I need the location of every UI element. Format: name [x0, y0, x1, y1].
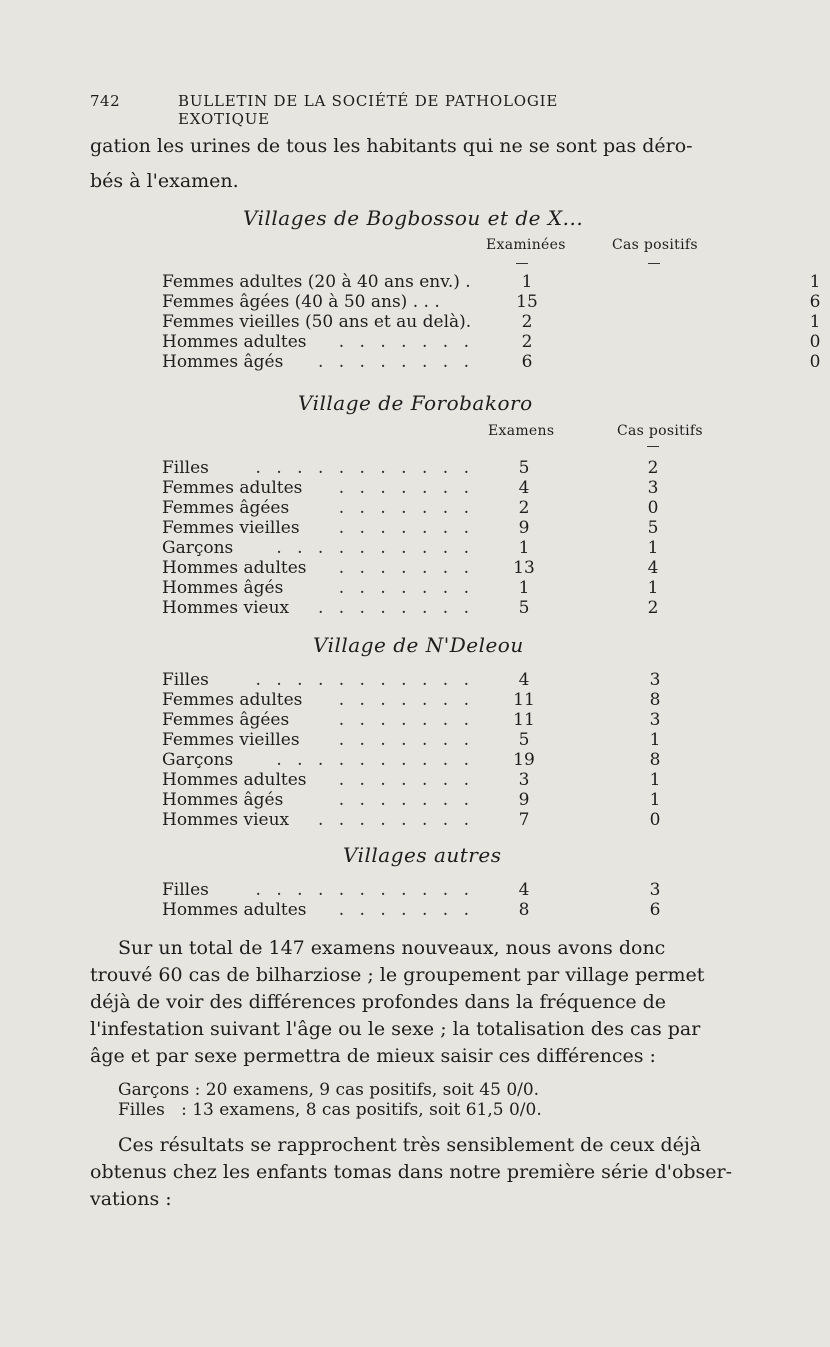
leader-dots: . . . . . . .: [338, 900, 474, 920]
table-row: [162, 810, 722, 830]
row-examined: 9: [518, 790, 530, 810]
row-label: Femmes vieilles: [162, 730, 300, 750]
table-row: [162, 790, 722, 810]
row-examined: 8: [518, 900, 530, 920]
leader-dots: . . . . . . .: [338, 332, 474, 352]
table-row: [162, 518, 722, 538]
leader-dots: . . . . . . . .: [317, 810, 474, 830]
row-label: Hommes adultes: [162, 770, 307, 790]
row-examined: 1: [518, 578, 530, 598]
leader-dots: . . . . . . .: [338, 690, 474, 710]
table-row: [162, 458, 722, 478]
row-examined: 4: [518, 478, 530, 498]
table-row: [162, 332, 821, 352]
summary-line-2: trouvé 60 cas de bilharziose ; le groupement par village permet: [90, 964, 705, 986]
row-label: Hommes adultes: [162, 332, 307, 352]
table-1-title: Villages de Bogbossou et de X...: [243, 206, 584, 230]
table-2-col-cas-positifs: Cas positifs: [617, 423, 703, 439]
row-label: Femmes âgées: [162, 710, 290, 730]
row-examined: 2: [518, 498, 530, 518]
row-label: Hommes vieux: [162, 598, 290, 618]
row-examined: 11: [513, 710, 535, 730]
leader-dots: . . . . . . .: [338, 558, 474, 578]
row-label: Femmes vieilles (50 ans et au delà).: [162, 312, 472, 332]
leader-dots: . . . . . . .: [338, 710, 474, 730]
table-row: [162, 900, 722, 920]
row-positive: 1: [647, 538, 659, 558]
row-examined: 4: [518, 880, 530, 900]
table-2-title: Village de Forobakoro: [298, 391, 533, 415]
leader-dots: . . . . . . . .: [317, 352, 474, 372]
row-positive: 0: [647, 498, 659, 518]
table-row: [162, 292, 821, 312]
row-positive: 2: [647, 458, 659, 478]
row-positive: 1: [649, 730, 661, 750]
row-positive: 5: [647, 518, 659, 538]
summary-line-4: l'infestation suivant l'âge ou le sexe ; la totalisation des cas par: [90, 1018, 701, 1040]
row-examined: 13: [513, 558, 535, 578]
row-examined: 15: [516, 292, 538, 312]
journal-title: BULLETIN DE LA SOCIÉTÉ DE PATHOLOGIE EXOTIQUE: [178, 92, 559, 128]
table-1-col-examinees: Examinées: [486, 237, 566, 253]
table-row: [162, 352, 821, 372]
row-label: Hommes adultes: [162, 558, 307, 578]
stat-garcons: Garçons : 20 examens, 9 cas positifs, soit 45 0/0.: [118, 1080, 540, 1100]
table-row: [162, 558, 722, 578]
leader-dots: . . . . . . .: [338, 730, 474, 750]
table-row: [162, 498, 722, 518]
row-positive: 8: [649, 690, 661, 710]
table-row: [162, 710, 722, 730]
row-label: Femmes adultes (20 à 40 ans env.) .: [162, 272, 471, 292]
leader-dots: . . . . . . . . . . .: [255, 670, 474, 690]
row-label: Filles: [162, 670, 209, 690]
leader-dots: . . . . . . .: [338, 578, 474, 598]
row-positive: 2: [647, 598, 659, 618]
row-examined: 5: [518, 458, 530, 478]
table-row: [162, 272, 821, 292]
summary-line-3: déjà de voir des différences profondes dans la fréquence de: [90, 991, 667, 1013]
row-label: Filles: [162, 458, 209, 478]
row-label: Femmes vieilles: [162, 518, 300, 538]
leader-dots: . . . . . . . . . . .: [255, 880, 474, 900]
leader-dots: . . . . . . .: [338, 478, 474, 498]
row-label: Femmes adultes: [162, 478, 303, 498]
row-examined: 1: [521, 272, 533, 292]
row-label: Hommes vieux: [162, 810, 290, 830]
intro-line-2: bés à l'examen.: [90, 170, 239, 192]
row-positive: 6: [649, 900, 661, 920]
row-examined: 7: [518, 810, 530, 830]
row-positive: 3: [649, 670, 661, 690]
table-row: [162, 578, 722, 598]
leader-dots: . . . . . . .: [338, 518, 474, 538]
table-3-title: Village de N'Deleou: [313, 633, 524, 657]
closing-line-2: obtenus chez les enfants tomas dans notre première série d'obser-: [90, 1161, 733, 1183]
summary-line-5: âge et par sexe permettra de mieux saisir ces différences :: [90, 1045, 656, 1067]
row-label: Hommes âgés: [162, 578, 284, 598]
row-examined: 6: [521, 352, 533, 372]
row-label: Hommes âgés: [162, 790, 284, 810]
row-examined: 4: [518, 670, 530, 690]
row-examined: 5: [518, 598, 530, 618]
stat-filles: Filles : 13 examens, 8 cas positifs, soit 61,5 0/0.: [118, 1100, 542, 1120]
leader-dots: . . . . . . . . . .: [276, 538, 474, 558]
row-positive: 0: [809, 332, 821, 352]
row-positive: 3: [647, 478, 659, 498]
table-row: [162, 670, 722, 690]
row-positive: 6: [809, 292, 821, 312]
row-label: Femmes âgées: [162, 498, 290, 518]
table-row: [162, 538, 722, 558]
row-examined: 5: [518, 730, 530, 750]
summary-line-1: Sur un total de 147 examens nouveaux, nous avons donc: [118, 937, 666, 959]
table-row: [162, 598, 722, 618]
page-number: 742: [90, 92, 121, 110]
row-positive: 3: [649, 710, 661, 730]
row-positive: 3: [649, 880, 661, 900]
row-examined: 19: [513, 750, 535, 770]
table-4-title: Villages autres: [343, 843, 502, 867]
table-row: [162, 770, 722, 790]
row-examined: 9: [518, 518, 530, 538]
table-1-col-cas-positifs: Cas positifs: [612, 237, 698, 253]
table-row: [162, 750, 722, 770]
table-2-col-examens: Examens: [488, 423, 555, 439]
row-examined: 2: [521, 332, 533, 352]
row-label: Garçons: [162, 538, 234, 558]
leader-dots: . . . . . . .: [338, 498, 474, 518]
leader-dots: . . . . . . . . . . .: [255, 458, 474, 478]
leader-dots: . . . . . . . .: [317, 598, 474, 618]
row-positive: 1: [809, 312, 821, 332]
leader-dots: . . . . . . . . . .: [276, 750, 474, 770]
row-positive: 1: [647, 578, 659, 598]
row-examined: 3: [518, 770, 530, 790]
row-positive: 1: [809, 272, 821, 292]
row-positive: 0: [649, 810, 661, 830]
closing-line-3: vations :: [90, 1188, 172, 1210]
row-positive: 0: [809, 352, 821, 372]
row-label: Garçons: [162, 750, 234, 770]
row-examined: 2: [521, 312, 533, 332]
row-positive: 1: [649, 790, 661, 810]
intro-line-1: gation les urines de tous les habitants qui ne se sont pas déro-: [90, 135, 693, 157]
table-row: [162, 730, 722, 750]
row-positive: 1: [649, 770, 661, 790]
table-row: [162, 478, 722, 498]
table-row: [162, 312, 821, 332]
row-positive: 8: [649, 750, 661, 770]
leader-dots: . . . . . . .: [338, 790, 474, 810]
row-label: Filles: [162, 880, 209, 900]
row-label: Hommes adultes: [162, 900, 307, 920]
table-row: [162, 690, 722, 710]
row-label: Femmes adultes: [162, 690, 303, 710]
table-1-col2-rule: [648, 263, 660, 264]
row-positive: 4: [647, 558, 659, 578]
row-label: Femmes âgées (40 à 50 ans) . . .: [162, 292, 440, 312]
table-2-col2-rule: [647, 446, 659, 447]
leader-dots: . . . . . . .: [338, 770, 474, 790]
row-examined: 1: [518, 538, 530, 558]
row-examined: 11: [513, 690, 535, 710]
closing-line-1: Ces résultats se rapprochent très sensiblement de ceux déjà: [118, 1134, 702, 1156]
table-1-col1-rule: [516, 263, 528, 264]
row-label: Hommes âgés: [162, 352, 284, 372]
table-row: [162, 880, 722, 900]
